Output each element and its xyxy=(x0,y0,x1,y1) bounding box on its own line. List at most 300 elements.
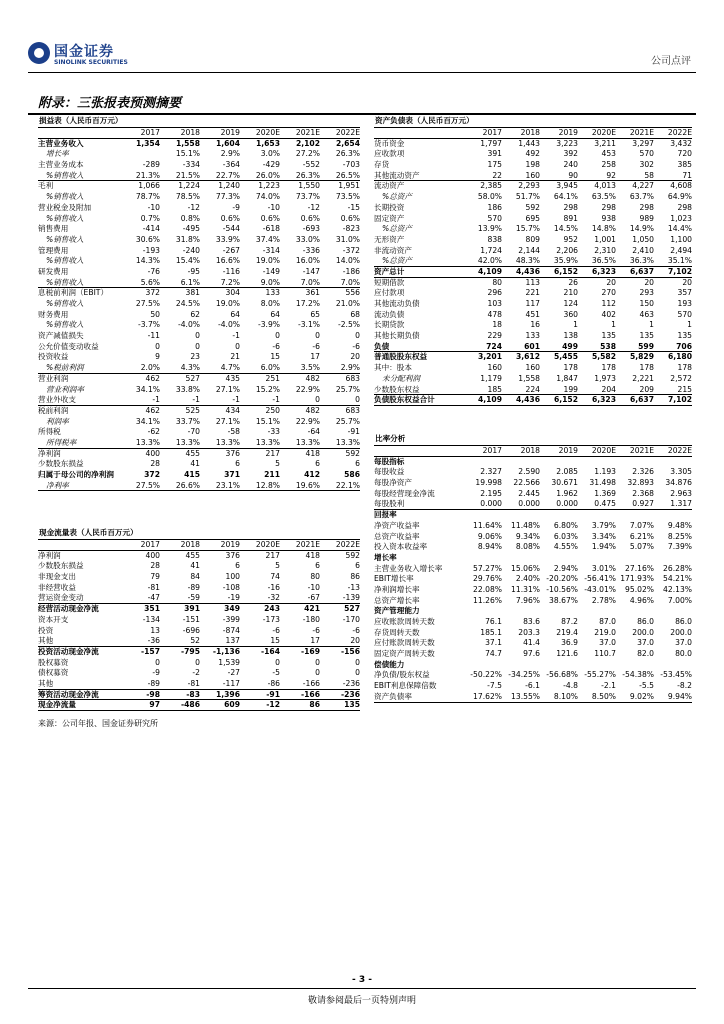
cell-value: 20 xyxy=(644,277,654,287)
cell-value: 3,945 xyxy=(556,181,578,191)
cell-value: -19 xyxy=(227,593,240,603)
cell-value: 2.326 xyxy=(632,467,654,477)
cell-value: 92 xyxy=(606,170,616,180)
cell-value: -56.68% xyxy=(546,670,578,680)
cell-value: 23 xyxy=(190,352,200,362)
cell-value: 683 xyxy=(345,405,360,415)
year-header: 2021E xyxy=(295,128,320,137)
cell-value: 15.2% xyxy=(255,384,280,394)
cell-value: 3,223 xyxy=(556,138,578,148)
cell-value: 418 xyxy=(305,550,320,560)
cell-value: 2,572 xyxy=(670,373,692,383)
cell-value: 58 xyxy=(644,170,654,180)
cell-value: 37.0 xyxy=(599,638,616,648)
row-label: 总资产收益率 xyxy=(374,531,420,541)
cell-value: 219.0 xyxy=(594,627,616,637)
cell-value: 371 xyxy=(224,470,240,479)
cell-value: 0.000 xyxy=(518,499,540,509)
table-row xyxy=(374,299,692,310)
cell-value: 97 xyxy=(149,700,160,710)
cell-value: 455 xyxy=(185,550,200,560)
table-row xyxy=(38,299,360,310)
row-label: 投资 xyxy=(38,625,54,635)
cell-value: 26.5% xyxy=(335,170,360,180)
cell-value: 21.5% xyxy=(175,170,200,180)
cell-value: 21.0% xyxy=(335,299,360,308)
cell-value: 9.94% xyxy=(667,691,692,701)
cell-value: -86 xyxy=(267,678,280,688)
page-title: 附录：三张报表预测摘要 xyxy=(38,96,182,111)
row-label: 每股指标 xyxy=(374,456,405,466)
cell-value: 5,582 xyxy=(591,352,616,362)
cell-value xyxy=(654,457,692,468)
row-label: 负债 xyxy=(374,341,390,351)
cell-value: 22.1% xyxy=(335,480,360,490)
table-row xyxy=(374,489,692,500)
table-row xyxy=(374,310,692,321)
cell-value: 4,109 xyxy=(477,395,502,405)
cell-value: -10.56% xyxy=(546,584,578,594)
cell-value: 2.94% xyxy=(553,563,578,573)
cell-value: 135 xyxy=(601,331,616,341)
cell-value: 27.1% xyxy=(215,416,240,426)
cell-value: 110.7 xyxy=(594,649,616,659)
cell-value: 178 xyxy=(563,363,578,373)
cell-value: 84 xyxy=(190,572,200,582)
cell-value: 138 xyxy=(563,331,578,341)
cell-value: 32.893 xyxy=(627,478,654,488)
cell-value: 0.6% xyxy=(300,213,320,223)
cell-value: 52 xyxy=(190,636,200,646)
cell-value: 1,354 xyxy=(135,138,160,148)
row-label: 营业税金及附加 xyxy=(38,202,92,212)
cell-value: 0.7% xyxy=(140,213,160,223)
row-label: 净负债/股东权益 xyxy=(374,670,430,680)
header-label xyxy=(374,128,464,138)
year-header: 2020E xyxy=(591,128,616,137)
cell-value: 14.5% xyxy=(553,224,578,234)
table-row xyxy=(38,160,360,171)
cell-value: 2,410 xyxy=(632,245,654,255)
cell-value: 217 xyxy=(265,550,280,560)
cell-value: 160 xyxy=(525,363,540,373)
year-header: 2021E xyxy=(295,540,320,549)
table-row xyxy=(374,352,692,363)
cash-flow-table xyxy=(38,528,360,711)
table-row xyxy=(374,628,692,639)
section-heading-row xyxy=(374,660,692,671)
cell-value: 720 xyxy=(677,149,692,159)
cell-value: -9 xyxy=(152,668,160,678)
cell-value: -58 xyxy=(227,427,240,437)
cell-value: 135 xyxy=(677,331,692,341)
cell-value: -6 xyxy=(352,341,360,351)
cell-value: 103 xyxy=(487,299,502,308)
cell-value: 6 xyxy=(355,561,360,571)
year-header-row xyxy=(38,128,360,139)
cell-value: 9.34% xyxy=(515,531,540,541)
row-label: 公允价值变动收益 xyxy=(38,341,99,351)
cell-value: 296 xyxy=(487,288,502,298)
cell-value: 33.9% xyxy=(215,234,240,244)
row-label: 债权募资 xyxy=(38,668,69,678)
cell-value: 0 xyxy=(275,331,280,341)
cell-value: 178 xyxy=(639,363,654,373)
table-row xyxy=(374,574,692,585)
cell-value: 36.3% xyxy=(629,256,654,266)
cell-value: 360 xyxy=(563,309,578,319)
row-label: 负债股东权益合计 xyxy=(374,395,435,405)
cell-value: -267 xyxy=(222,245,240,255)
table-row xyxy=(374,267,692,278)
year-header: 2021E xyxy=(629,446,654,455)
cell-value: 41 xyxy=(190,561,200,571)
cell-value: -2.5% xyxy=(337,320,360,330)
row-label: 流动负债 xyxy=(374,309,405,319)
footer-divider xyxy=(28,988,696,989)
cell-value: 64 xyxy=(270,309,280,319)
cell-value: 133 xyxy=(265,288,280,298)
cell-value: -334 xyxy=(182,160,200,170)
section-heading-row xyxy=(374,457,692,468)
cell-value: 22.9% xyxy=(295,384,320,394)
cell-value: 2,385 xyxy=(480,181,502,191)
cell-value: 6,152 xyxy=(553,395,578,405)
year-header: 2017 xyxy=(482,446,502,455)
table-row xyxy=(38,626,360,637)
row-label: 研发费用 xyxy=(38,266,69,276)
cell-value: 2.368 xyxy=(632,488,654,498)
cell-value: 22.9% xyxy=(295,416,320,426)
cell-value: 26.28% xyxy=(663,563,692,573)
table-row xyxy=(374,478,692,489)
cell-value: 499 xyxy=(562,341,578,351)
cell-value: 200.0 xyxy=(632,627,654,637)
cell-value: 78.7% xyxy=(135,192,160,202)
cell-value: 229 xyxy=(487,331,502,341)
cell-value: 31.0% xyxy=(335,234,360,244)
cell-value: 17.2% xyxy=(295,299,320,308)
cell-value: 27.5% xyxy=(135,480,160,490)
cell-value: 0 xyxy=(355,331,360,341)
cell-value: 17 xyxy=(310,636,320,646)
cell-value: -117 xyxy=(222,678,240,688)
cell-value: 3,432 xyxy=(670,138,692,148)
cell-value: -236 xyxy=(340,689,360,699)
cell-value: 525 xyxy=(185,405,200,415)
cell-value: 87.0 xyxy=(599,617,616,626)
cell-value: 57.27% xyxy=(473,563,502,573)
cell-value: -314 xyxy=(262,245,280,255)
table-row xyxy=(38,647,360,658)
section-heading-row xyxy=(374,606,692,617)
cell-value: -170 xyxy=(342,614,360,624)
row-label: 资产负债率 xyxy=(374,691,412,701)
cell-value: 1,558 xyxy=(518,373,540,383)
cell-value xyxy=(120,149,160,160)
cell-value: 86.0 xyxy=(637,617,654,626)
cell-value xyxy=(540,457,578,468)
cell-value: 3,297 xyxy=(632,138,654,148)
year-header: 2022E xyxy=(667,446,692,455)
cell-value: 0 xyxy=(315,331,320,341)
cell-value: 2.9% xyxy=(340,363,360,373)
cell-value: 6,323 xyxy=(591,395,616,405)
cell-value: 63.5% xyxy=(591,192,616,202)
cell-value: 203.3 xyxy=(518,627,540,637)
cell-value: 6 xyxy=(235,561,240,571)
table-row xyxy=(38,438,360,449)
table-row xyxy=(38,593,360,604)
ratio-analysis-table xyxy=(374,434,692,703)
cell-value: 2.327 xyxy=(480,467,502,477)
table-row xyxy=(374,342,692,353)
cell-value: -16 xyxy=(267,582,280,592)
year-header-row xyxy=(374,128,692,139)
table-row xyxy=(374,499,692,510)
cell-value: 4.7% xyxy=(220,363,240,373)
table-row xyxy=(374,649,692,660)
table-row xyxy=(374,542,692,553)
cell-value: -4.8 xyxy=(563,681,578,691)
cell-value: 133 xyxy=(525,331,540,341)
source-note: 来源：公司年报、国金证券研究所 xyxy=(38,719,158,728)
cell-value: -50.22% xyxy=(470,670,502,680)
cell-value: 199 xyxy=(563,384,578,394)
cell-value: 4.96% xyxy=(629,595,654,605)
cell-value: -495 xyxy=(182,224,200,234)
row-label: 固定资产周转天数 xyxy=(374,649,435,659)
cell-value: 160 xyxy=(487,363,502,373)
cell-value: -6.1 xyxy=(525,681,540,691)
cell-value: 381 xyxy=(185,288,200,298)
cell-value: 217 xyxy=(265,448,280,458)
table-row xyxy=(38,449,360,460)
table-row xyxy=(38,658,360,669)
cell-value: -108 xyxy=(222,582,240,592)
row-label: 存货周转天数 xyxy=(374,627,420,637)
cell-value: 186 xyxy=(487,202,502,212)
cell-value: 5 xyxy=(275,459,280,469)
cell-value: 27.5% xyxy=(135,299,160,308)
cell-value: 2.963 xyxy=(670,488,692,498)
cell-value xyxy=(654,553,692,564)
cell-value: -81 xyxy=(187,678,200,688)
cell-value: 16.6% xyxy=(215,256,240,266)
cell-value: 482 xyxy=(305,373,320,383)
row-label: 股权募资 xyxy=(38,657,69,667)
table-row xyxy=(374,235,692,246)
cell-value: 8.08% xyxy=(515,542,540,552)
cell-value: 8.0% xyxy=(260,299,280,308)
row-label: %总资产 xyxy=(382,256,412,266)
cell-value: 0.475 xyxy=(594,499,616,509)
cell-value: -157 xyxy=(140,646,160,656)
cell-value: 13.3% xyxy=(215,437,240,447)
cell-value: 7.0% xyxy=(340,277,360,287)
cell-value: -1 xyxy=(272,395,280,405)
cell-value: 80.0 xyxy=(675,649,692,659)
row-label: 应付款项 xyxy=(374,288,405,298)
cell-value: 7,102 xyxy=(667,266,692,276)
cell-value: 527 xyxy=(344,604,360,614)
table-row xyxy=(38,288,360,299)
year-header: 2018 xyxy=(520,446,540,455)
cell-value: -27 xyxy=(227,668,240,678)
cell-value xyxy=(616,457,654,468)
table-title: 资产负债表（人民币百万元） xyxy=(374,116,692,128)
row-label: 经营活动现金净流 xyxy=(38,604,99,614)
cell-value: 415 xyxy=(184,470,200,479)
cell-value: -139 xyxy=(342,593,360,603)
cell-value: 1 xyxy=(573,320,578,330)
cell-value: 1,604 xyxy=(215,138,240,148)
cell-value: -81 xyxy=(147,582,160,592)
cell-value: 0 xyxy=(195,341,200,351)
cell-value: 209 xyxy=(639,384,654,394)
cell-value: 0 xyxy=(355,657,360,667)
cell-value xyxy=(578,660,616,671)
cell-value: -76 xyxy=(147,266,160,276)
cell-value: -47 xyxy=(147,593,160,603)
year-header: 2020E xyxy=(591,446,616,455)
cell-value xyxy=(502,606,540,617)
year-header: 2019 xyxy=(558,446,578,455)
row-label: 长期贷款 xyxy=(374,320,405,330)
table-row xyxy=(374,363,692,374)
cell-value xyxy=(578,606,616,617)
table-row xyxy=(374,395,692,406)
cell-value: 5,829 xyxy=(629,352,654,362)
cell-value: -193 xyxy=(142,245,160,255)
cell-value xyxy=(464,510,502,521)
table-row xyxy=(38,267,360,278)
row-label: %销售收入 xyxy=(46,192,84,202)
cell-value: -34.25% xyxy=(508,670,540,680)
cell-value xyxy=(540,553,578,564)
cell-value: 11.26% xyxy=(473,595,502,605)
row-label: 每股收益 xyxy=(374,467,405,477)
cell-value: -54.38% xyxy=(622,670,654,680)
row-label: 营业利润率 xyxy=(46,384,84,394)
row-label: %销售收入 xyxy=(46,299,84,308)
cell-value: 33.8% xyxy=(175,384,200,394)
cell-value: 1 xyxy=(611,320,616,330)
cell-value: 2,221 xyxy=(632,373,654,383)
cell-value: 0 xyxy=(355,395,360,405)
cell-value: -693 xyxy=(302,224,320,234)
cell-value: 13.3% xyxy=(295,437,320,447)
cell-value: 8.94% xyxy=(477,542,502,552)
cell-value: -618 xyxy=(262,224,280,234)
cell-value: 80 xyxy=(492,277,502,287)
cell-value: 4,227 xyxy=(632,181,654,191)
cell-value: 82.0 xyxy=(637,649,654,659)
row-label: 营业利润 xyxy=(38,373,69,383)
table-row xyxy=(38,481,360,492)
table-row xyxy=(374,681,692,692)
cell-value: 462 xyxy=(145,405,160,415)
cell-value: 86 xyxy=(309,700,320,710)
cell-value: 74.0% xyxy=(255,192,280,202)
row-label: 回报率 xyxy=(374,510,397,520)
cell-value: -147 xyxy=(302,266,320,276)
row-label: EBIT利息保障倍数 xyxy=(374,681,437,691)
cell-value: 34.1% xyxy=(135,384,160,394)
row-label: 其他 xyxy=(38,636,54,646)
cell-value: -3.9% xyxy=(257,320,280,330)
cell-value: 0.6% xyxy=(260,213,280,223)
cell-value: 1 xyxy=(649,320,654,330)
table-row xyxy=(38,310,360,321)
cell-value: 1,100 xyxy=(670,234,692,244)
cell-value: 14.9% xyxy=(629,224,654,234)
cell-value: 11.48% xyxy=(511,520,540,530)
year-header: 2019 xyxy=(558,128,578,137)
row-label: 增长率 xyxy=(374,552,397,562)
table-row xyxy=(38,139,360,150)
cell-value: -134 xyxy=(142,614,160,624)
row-label: 流动资产 xyxy=(374,181,405,191)
row-label: 少数股东权益 xyxy=(374,384,420,394)
cell-value: 0.000 xyxy=(480,499,502,509)
table-row xyxy=(374,692,692,703)
row-label: 销售费用 xyxy=(38,224,69,234)
cell-value: 351 xyxy=(144,604,160,614)
cell-value: 9.0% xyxy=(260,277,280,287)
cell-value: -43.01% xyxy=(584,584,616,594)
cell-value: 1,223 xyxy=(258,181,280,191)
cell-value xyxy=(616,510,654,521)
cell-value: -544 xyxy=(222,224,240,234)
table-row xyxy=(374,638,692,649)
table-row xyxy=(374,596,692,607)
cell-value: -552 xyxy=(302,160,320,170)
cell-value: 2,102 xyxy=(295,138,320,148)
cell-value: 204 xyxy=(601,384,616,394)
cell-value: 58.0% xyxy=(477,192,502,202)
cell-value: 1.193 xyxy=(594,467,616,477)
cell-value: -1 xyxy=(232,331,240,341)
cell-value: 30.6% xyxy=(135,234,160,244)
page-header xyxy=(0,0,724,78)
row-label: %总资产 xyxy=(382,192,412,202)
cell-value: 4,013 xyxy=(594,181,616,191)
row-label: 应收款项 xyxy=(374,149,405,159)
cell-value: 33.0% xyxy=(295,234,320,244)
table-title: 损益表（人民币百万元） xyxy=(38,116,360,128)
row-label: 其他长期负债 xyxy=(374,331,420,341)
row-label: %销售收入 xyxy=(46,320,84,330)
page-number: - 3 - xyxy=(352,975,372,985)
cell-value: 211 xyxy=(264,470,280,479)
row-label: %销售收入 xyxy=(46,213,84,223)
row-label: 税前利润 xyxy=(38,405,69,415)
cell-value: 570 xyxy=(677,309,692,319)
cell-value: 73.7% xyxy=(295,192,320,202)
cell-value: 23.1% xyxy=(215,480,240,490)
section-heading-row xyxy=(374,553,692,564)
cell-value: -10 xyxy=(307,582,320,592)
table-row xyxy=(38,331,360,342)
cell-value: 372 xyxy=(145,288,160,298)
cell-value xyxy=(502,510,540,521)
cell-value: 87.2 xyxy=(561,617,578,626)
row-label: 营运资金变动 xyxy=(38,593,84,603)
cell-value: 135 xyxy=(344,700,360,710)
row-label: 资产总计 xyxy=(374,266,405,276)
cell-value: -1 xyxy=(232,395,240,405)
